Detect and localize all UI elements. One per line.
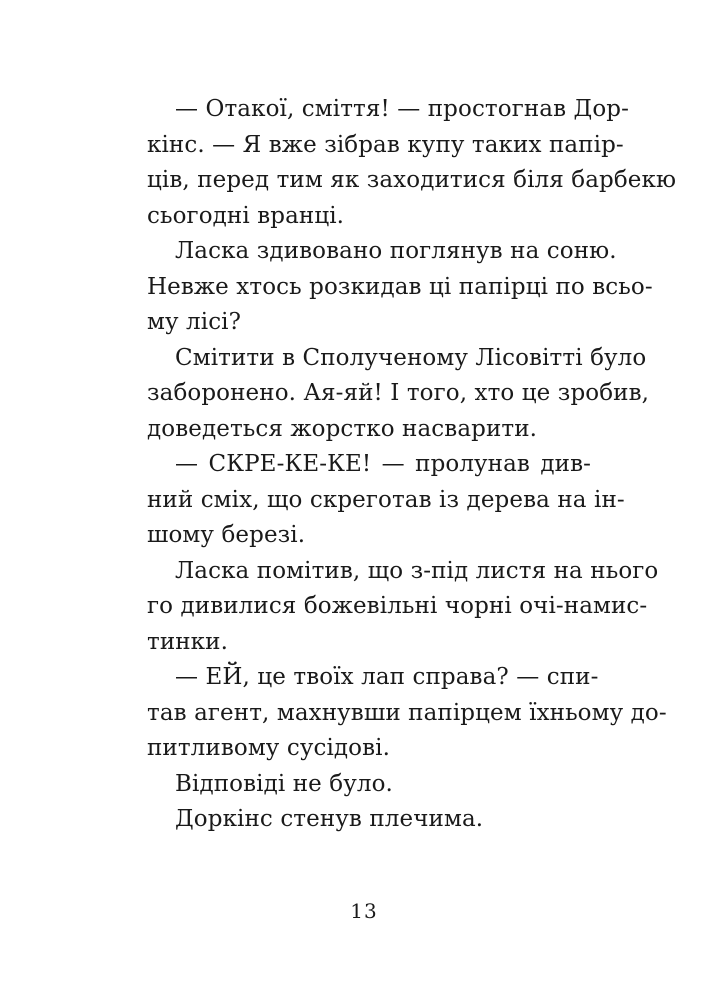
paragraph-2-line-3: му лісі? <box>147 309 242 335</box>
paragraph-5-line-2: го дивилися божевільні чорні очі-намис- <box>147 593 648 619</box>
paragraph-5-line-3: тинки. <box>147 629 228 655</box>
paragraph-1-line-1: — Отакої, сміття! — простогнав Дор- <box>175 96 629 122</box>
paragraph-3-line-3: доведеться жорстко насварити. <box>147 416 538 442</box>
page-number: 13 <box>350 899 378 923</box>
paragraph-7-line-1: Відповіді не було. <box>175 771 393 797</box>
paragraph-5-line-1: Ласка помітив, що з-під листя на нього <box>175 558 659 584</box>
paragraph-6-line-3: питливому сусідові. <box>147 735 391 761</box>
paragraph-3-line-1: Смітити в Сполученому Лісовітті було <box>175 345 647 371</box>
paragraph-6-line-1: — ЕЙ, це твоїх лап справа? — спи- <box>175 664 599 690</box>
paragraph-1-line-3: ців, перед тим як заходитися біля барбекю <box>147 167 677 193</box>
paragraph-3-line-2: заборонено. Ая-яй! І того, хто це зробив, <box>147 380 650 406</box>
paragraph-2-line-1: Ласка здивовано поглянув на соню. <box>175 238 617 264</box>
paragraph-6-line-2: тав агент, махнувши папірцем їхньому до- <box>147 700 667 726</box>
paragraph-4-line-1: — СКРЕ-КЕ-КЕ! — пролунав див- <box>175 451 591 477</box>
paragraph-1-line-4: сьогодні вранці. <box>147 203 345 229</box>
paragraph-2-line-2: Невже хтось розкидав ці папірці по всьо- <box>147 274 653 300</box>
paragraph-4-line-2: ний сміх, що скреготав із дерева на ін- <box>147 487 625 513</box>
paragraph-8-line-1: Доркінс стенув плечима. <box>175 806 484 832</box>
paragraph-1-line-2: кінс. — Я вже зібрав купу таких папір- <box>147 132 624 158</box>
paragraph-4-line-3: шому березі. <box>147 522 306 548</box>
